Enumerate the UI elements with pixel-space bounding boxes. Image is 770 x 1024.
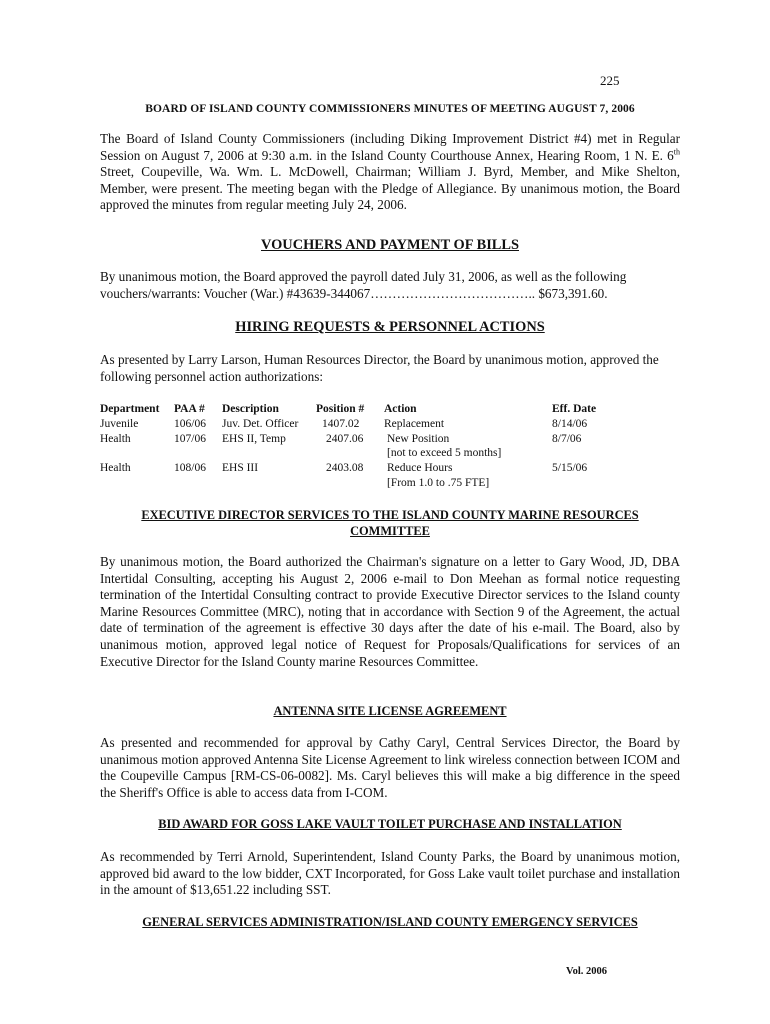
cell-description: Juv. Det. Officer: [222, 417, 299, 430]
cell-action: Replacement: [384, 417, 445, 430]
table-row: [100, 446, 632, 461]
cell-action: Reduce Hours: [387, 462, 453, 475]
cell-department: Juvenile: [100, 417, 139, 430]
cell-paa: 106/06: [174, 417, 206, 430]
exec-director-paragraph: By unanimous motion, the Board authorized the Chairman's signature on a letter to Gary Wood, JD, DBA Intertidal Consulting, accepting his August 2, 2006 e-mail to Don Meehan as formal notice requesting termination of the Intertidal Consulting contract to provide Executive Director services to the Island county Marine Resources Committee (MRC), noting that in accordance with Section 9 of the Agreement, the actual date of termination of the agreement is effective 30 days after the date of his e-mail. The Board, also by unanimous motion, approved legal notice of Request for Proposals/Qualifications for services of an Executive Director for the Island County marine Resources Committee.: [100, 554, 680, 669]
cell-paa: [174, 446, 222, 461]
column-header: Position #: [316, 403, 365, 415]
cell-description: [222, 476, 316, 491]
vouchers-heading: VOUCHERS AND PAYMENT OF BILLS: [261, 237, 519, 253]
document-title: BOARD OF ISLAND COUNTY COMMISSIONERS MINUTES OF MEETING AUGUST 7, 2006: [145, 103, 635, 115]
table-row: [100, 417, 632, 432]
cell-description: EHS III: [222, 462, 259, 475]
cell-paa: 108/06: [174, 462, 206, 475]
gsa-heading: GENERAL SERVICES ADMINISTRATION/ISLAND COUNTY EMERGENCY SERVICES: [142, 915, 638, 929]
cell-eff-date: [552, 446, 632, 461]
cell-position: [316, 446, 384, 461]
column-header: Department: [100, 403, 160, 415]
cell-action: New Position: [387, 432, 450, 445]
bid-award-heading: BID AWARD FOR GOSS LAKE VAULT TOILET PURCHASE AND INSTALLATION: [158, 817, 622, 831]
hiring-paragraph: As presented by Larry Larson, Human Resources Director, the Board by unanimous motion, approved the following personnel action authorizations:: [100, 352, 659, 384]
table-header-row: [100, 402, 632, 417]
cell-position: 2403.08: [326, 462, 364, 475]
exec-heading-line2: COMMITTEE: [350, 524, 430, 538]
column-header: Action: [384, 403, 417, 415]
intro-text-part2: Street, Coupeville, Wa. Wm. L. McDowell, Chairman; William J. Byrd, Member, and Mike Shelton, Member, were present. The meeting began with the Pledge of Allegiance. By unanimous motion, the Board approved the minutes from regular meeting July 24, 2006.: [100, 164, 680, 213]
cell-department: [100, 476, 174, 491]
exec-director-heading: [100, 507, 680, 539]
bid-award-paragraph: As recommended by Terri Arnold, Superintendent, Island County Parks, the Board by unanimous motion, approved bid award to the low bidder, CXT Incorporated, for Goss Lake vault toilet purchase and installation in the amount of $13,651.22 including SST.: [100, 849, 680, 898]
cell-position: [316, 476, 384, 491]
cell-action: [not to exceed 5 months]: [387, 447, 502, 460]
table-row: [100, 432, 632, 447]
cell-eff-date: 8/7/06: [552, 432, 582, 445]
volume-footer: Vol. 2006: [566, 966, 608, 977]
hiring-heading: HIRING REQUESTS & PERSONNEL ACTIONS: [235, 319, 545, 335]
cell-department: [100, 446, 174, 461]
cell-position: 2407.06: [326, 432, 364, 445]
cell-department: Health: [100, 432, 131, 445]
intro-superscript: th: [673, 147, 680, 157]
cell-paa: 107/06: [174, 432, 206, 445]
table-row: [100, 476, 632, 491]
antenna-paragraph: As presented and recommended for approval by Cathy Caryl, Central Services Director, the Board by unanimous motion approved Antenna Site License Agreement to link wireless connection between ICOM and the Coupeville Campus [RM-CS-06-0082]. Ms. Caryl believes this will make a big difference in the speed the Sheriff's Office is able to access data from I-COM.: [100, 735, 680, 800]
cell-action: [From 1.0 to .75 FTE]: [387, 476, 490, 489]
column-header: Eff. Date: [552, 403, 597, 415]
cell-description: EHS II, Temp: [222, 432, 286, 445]
cell-eff-date: 5/15/06: [552, 462, 588, 475]
intro-text-part1: The Board of Island County Commissioners (including Diking Improvement District #4) met in Regular Session on August 7, 2006 at 9:30 a.m. in the Island County Courthouse Annex, Hearing Room, 1 N. E. 6: [100, 131, 680, 163]
cell-eff-date: [552, 476, 632, 491]
personnel-actions-table: [100, 402, 632, 491]
cell-description: [222, 446, 316, 461]
exec-heading-line1: EXECUTIVE DIRECTOR SERVICES TO THE ISLAND COUNTY MARINE RESOURCES: [141, 508, 639, 522]
column-header: Description: [222, 403, 279, 415]
antenna-heading: ANTENNA SITE LICENSE AGREEMENT: [273, 704, 507, 718]
vouchers-paragraph: By unanimous motion, the Board approved the payroll dated July 31, 2006, as well as the following vouchers/warrants: Voucher (War.) #43639-344067……………………………….. $673,391.60.: [100, 269, 627, 301]
cell-paa: [174, 476, 222, 491]
cell-eff-date: 8/14/06: [552, 417, 588, 430]
cell-department: Health: [100, 462, 131, 475]
intro-paragraph: [100, 131, 680, 214]
cell-position: 1407.02: [322, 417, 360, 430]
table-row: [100, 461, 632, 476]
column-header: PAA #: [174, 403, 205, 415]
page-number: 225: [600, 73, 620, 88]
